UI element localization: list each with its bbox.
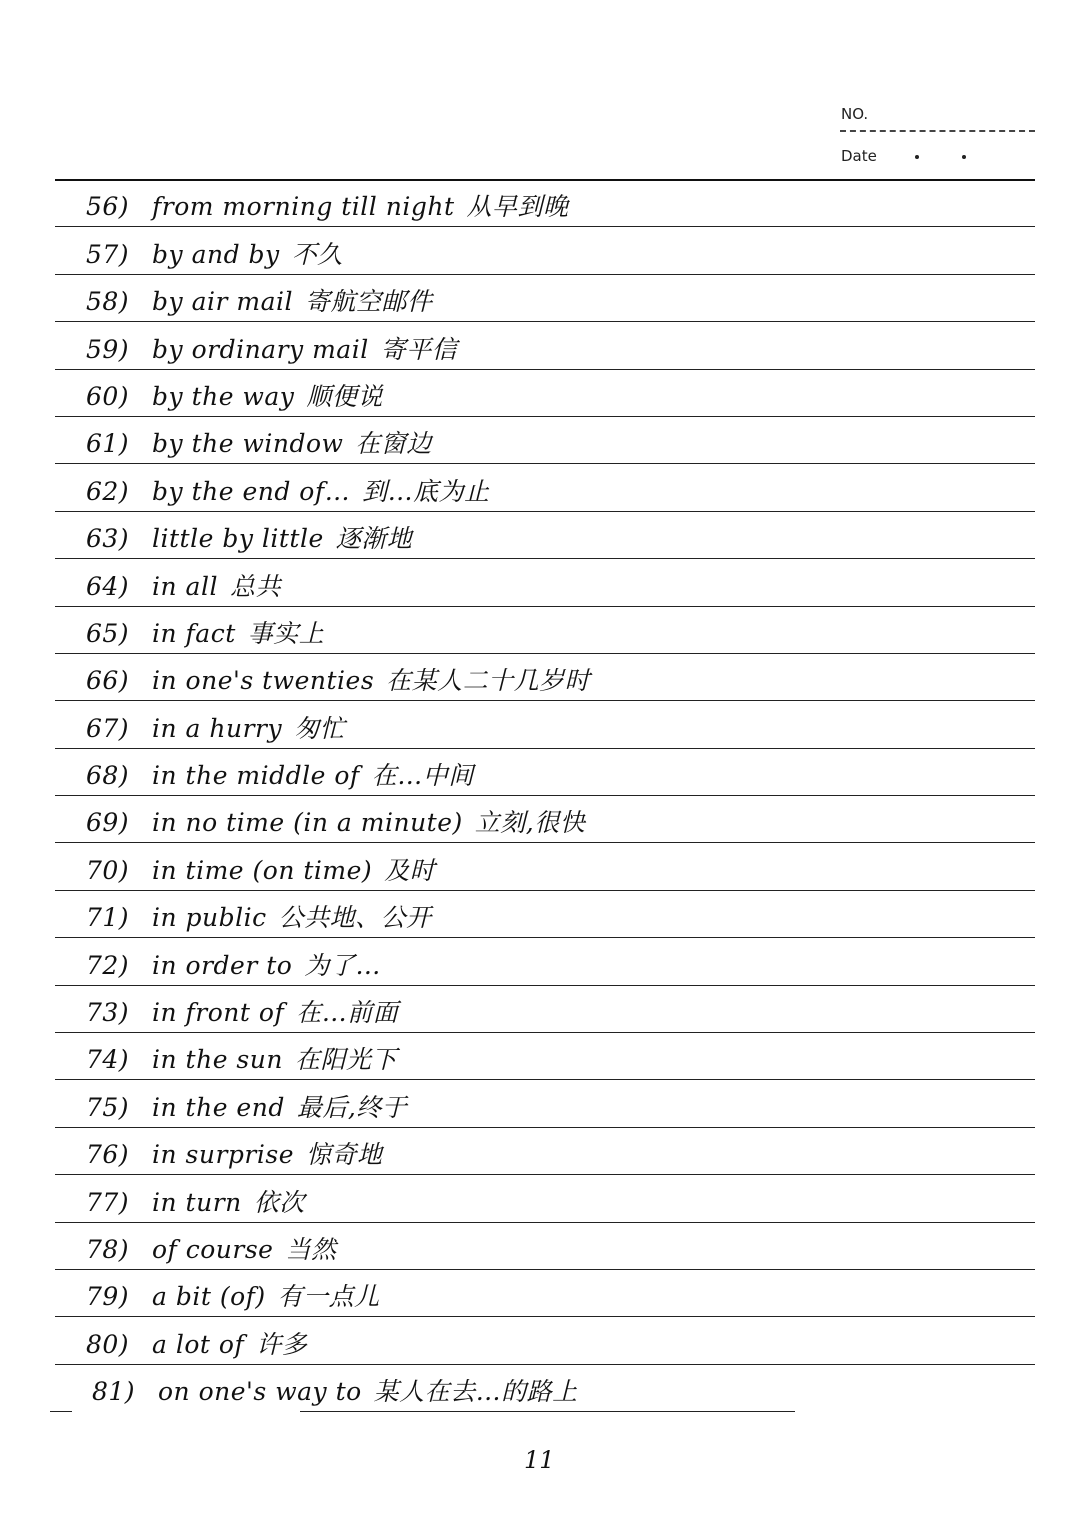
- date-label: Date: [841, 147, 877, 165]
- english-phrase: in a hurry: [152, 713, 283, 743]
- phrase-entry: [0, 796, 1080, 843]
- phrase-entry: [0, 322, 1080, 369]
- entry-text: [86, 472, 490, 508]
- entry-text: [86, 898, 432, 934]
- entry-number: 67): [86, 713, 130, 743]
- chinese-meaning: 寄航空邮件: [304, 287, 433, 317]
- english-phrase: by air mail: [152, 287, 293, 317]
- chinese-meaning: 逐渐地: [335, 524, 413, 554]
- entry-text: [86, 1040, 397, 1076]
- entry-text: [86, 235, 343, 271]
- phrase-entry: [0, 1365, 1080, 1412]
- entry-number: 59): [86, 334, 130, 364]
- chinese-meaning: 当然: [285, 1234, 337, 1264]
- entry-number: 79): [86, 1282, 130, 1312]
- entry-text: [86, 424, 432, 460]
- entry-number: 57): [86, 239, 130, 269]
- chinese-meaning: 顺便说: [306, 381, 383, 411]
- phrase-entry: [0, 1317, 1080, 1364]
- entry-text: [86, 661, 590, 697]
- chinese-meaning: 事实上: [247, 618, 325, 648]
- english-phrase: in turn: [152, 1187, 242, 1217]
- entry-text: [86, 851, 435, 887]
- entry-number: 81): [92, 1377, 136, 1407]
- entry-number: 56): [86, 192, 130, 222]
- entry-number: 63): [86, 524, 130, 554]
- english-phrase: by the end of…: [152, 476, 351, 506]
- entry-text: [86, 519, 412, 555]
- english-phrase: on one's way to: [158, 1377, 362, 1407]
- phrase-entry: [0, 1175, 1080, 1222]
- chinese-meaning: 在阳光下: [294, 1045, 397, 1075]
- entry-text: [92, 1372, 578, 1408]
- entry-number: 61): [86, 429, 130, 459]
- entry-number: 58): [86, 287, 130, 317]
- chinese-meaning: 总共: [229, 571, 281, 601]
- entry-number: 71): [86, 903, 130, 933]
- phrase-entry: [0, 227, 1080, 274]
- entry-number: 78): [86, 1234, 130, 1264]
- chinese-meaning: 在窗边: [355, 429, 432, 459]
- english-phrase: in one's twenties: [152, 666, 375, 696]
- entry-text: [86, 1277, 380, 1313]
- english-phrase: by ordinary mail: [152, 334, 369, 364]
- phrase-entry: [0, 275, 1080, 322]
- english-phrase: little by little: [152, 524, 324, 554]
- entry-text: [86, 993, 398, 1029]
- entry-number: 80): [86, 1329, 130, 1359]
- phrase-entry: [0, 1080, 1080, 1127]
- chinese-meaning: 许多: [256, 1329, 308, 1359]
- chinese-meaning: 匆忙: [294, 713, 346, 743]
- phrase-entry: [0, 559, 1080, 606]
- page-number: 11: [524, 1446, 555, 1474]
- chinese-meaning: 依次: [253, 1187, 305, 1217]
- phrase-entry: [0, 701, 1080, 748]
- english-phrase: in front of: [152, 998, 285, 1028]
- entry-text: [86, 1325, 307, 1361]
- entry-number: 74): [86, 1045, 130, 1075]
- phrase-entry: [0, 938, 1080, 985]
- number-field-line: [840, 130, 1035, 132]
- entry-number: 66): [86, 666, 130, 696]
- phrase-entry: [0, 986, 1080, 1033]
- phrase-entry: [0, 1128, 1080, 1175]
- english-phrase: in the end: [152, 1092, 285, 1122]
- chinese-meaning: 不久: [291, 239, 343, 269]
- chinese-meaning: 公共地、公开: [278, 903, 432, 933]
- entry-text: [86, 756, 474, 792]
- english-phrase: by and by: [152, 239, 280, 269]
- english-phrase: in surprise: [152, 1140, 294, 1170]
- entry-number: 77): [86, 1187, 130, 1217]
- entry-text: [86, 330, 457, 366]
- chinese-meaning: 惊奇地: [306, 1140, 383, 1170]
- entry-text: [86, 1088, 407, 1124]
- entry-number: 60): [86, 381, 130, 411]
- english-phrase: of course: [152, 1234, 274, 1264]
- entry-number: 72): [86, 950, 130, 980]
- entry-number: 69): [86, 808, 130, 838]
- chinese-meaning: 立刻,很快: [474, 808, 586, 838]
- entry-text: [86, 1135, 383, 1171]
- entry-text: [86, 377, 383, 413]
- english-phrase: by the window: [152, 429, 344, 459]
- entry-text: [86, 803, 585, 839]
- date-separator-dot: [915, 155, 919, 159]
- chinese-meaning: 在某人二十几岁时: [386, 666, 591, 696]
- phrase-entry: [0, 464, 1080, 511]
- ruled-line: [300, 1411, 795, 1412]
- chinese-meaning: 寄平信: [380, 334, 458, 364]
- entry-number: 62): [86, 476, 130, 506]
- english-phrase: in fact: [152, 618, 236, 648]
- phrase-entry: [0, 1223, 1080, 1270]
- english-phrase: from morning till night: [152, 192, 455, 222]
- english-phrase: in no time (in a minute): [152, 808, 463, 838]
- entry-text: [86, 709, 345, 745]
- chinese-meaning: 为了…: [304, 950, 381, 980]
- english-phrase: a lot of: [152, 1329, 245, 1359]
- entry-text: [86, 1230, 337, 1266]
- entry-text: [86, 1183, 305, 1219]
- date-separator-dot: [962, 155, 966, 159]
- entry-text: [86, 282, 433, 318]
- entry-text: [86, 946, 381, 982]
- chinese-meaning: 到…底为止: [362, 476, 490, 506]
- phrase-entry: [0, 749, 1080, 796]
- english-phrase: in order to: [152, 950, 293, 980]
- entry-number: 70): [86, 855, 130, 885]
- phrase-entry: [0, 891, 1080, 938]
- rule-stub: [50, 1411, 72, 1412]
- entry-number: 76): [86, 1140, 130, 1170]
- phrase-entry: [0, 843, 1080, 890]
- english-phrase: in the sun: [152, 1045, 283, 1075]
- english-phrase: in all: [152, 571, 218, 601]
- phrase-entry: [0, 417, 1080, 464]
- entry-text: [86, 567, 281, 603]
- phrase-entry: [0, 512, 1080, 559]
- phrase-entry: [0, 1033, 1080, 1080]
- english-phrase: in the middle of: [152, 761, 360, 791]
- entry-text: [86, 614, 324, 650]
- number-label: NO.: [841, 105, 869, 123]
- phrase-entry: [0, 607, 1080, 654]
- phrase-entry: [0, 370, 1080, 417]
- english-phrase: a bit (of): [152, 1282, 266, 1312]
- chinese-meaning: 及时: [384, 855, 436, 885]
- phrase-list: [0, 180, 1080, 1412]
- chinese-meaning: 在…中间: [371, 761, 474, 791]
- chinese-meaning: 从早到晚: [466, 192, 569, 222]
- english-phrase: by the way: [152, 381, 295, 411]
- phrase-entry: [0, 654, 1080, 701]
- entry-text: [86, 187, 569, 223]
- english-phrase: in public: [152, 903, 267, 933]
- chinese-meaning: 某人在去…的路上: [373, 1377, 578, 1407]
- chinese-meaning: 有一点儿: [277, 1282, 380, 1312]
- chinese-meaning: 在…前面: [296, 998, 399, 1028]
- english-phrase: in time (on time): [152, 855, 373, 885]
- entry-number: 64): [86, 571, 130, 601]
- entry-number: 75): [86, 1092, 130, 1122]
- chinese-meaning: 最后,终于: [296, 1092, 408, 1122]
- entry-number: 68): [86, 761, 130, 791]
- phrase-entry: [0, 180, 1080, 227]
- phrase-entry: [0, 1270, 1080, 1317]
- entry-number: 73): [86, 998, 130, 1028]
- entry-number: 65): [86, 618, 130, 648]
